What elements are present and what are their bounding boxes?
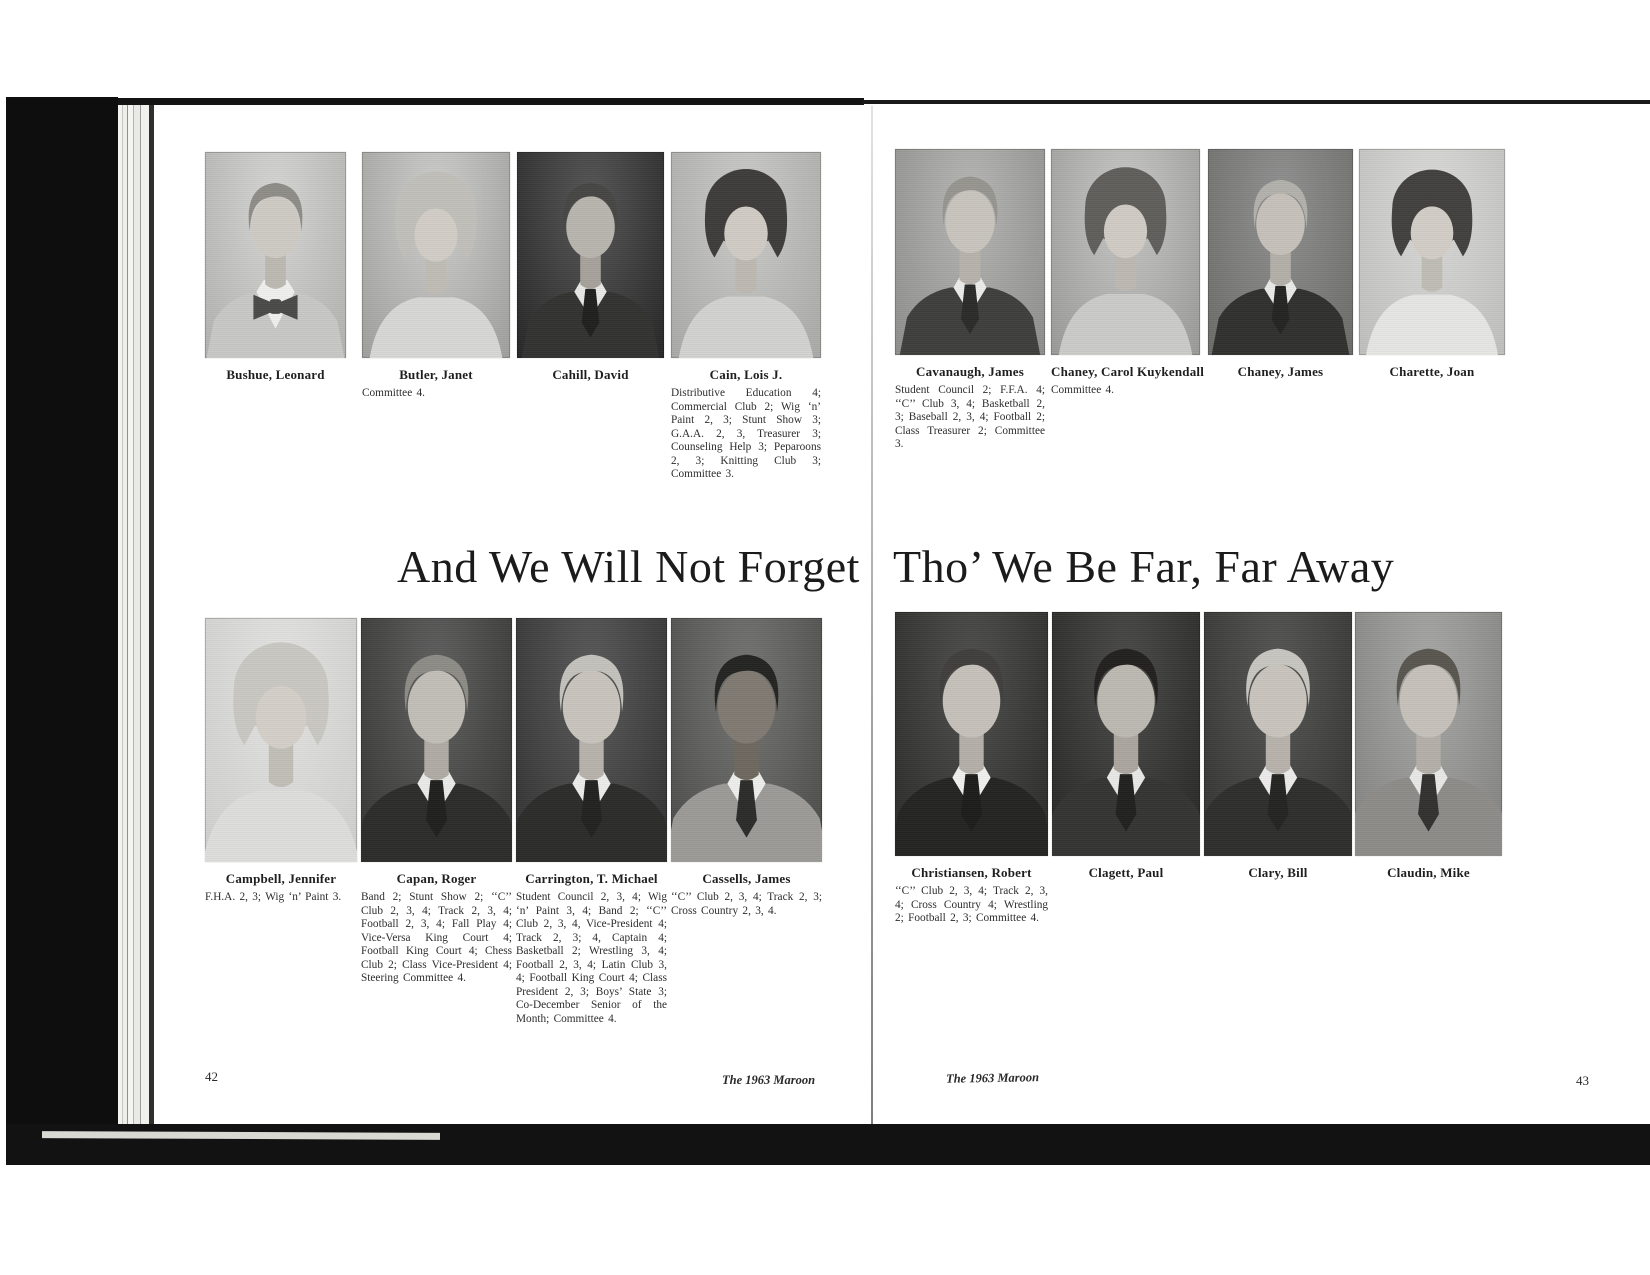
male-bowtie-portrait-icon [205,152,346,358]
male-portrait-icon [895,149,1045,355]
student-activities: ‘‘C’’ Club 2, 3, 4; Track 2, 3; Cross Country 2, 3, 4. [671,891,822,917]
portrait-photo [1051,149,1200,355]
portrait-cell [671,618,822,918]
portrait-cell [895,149,1045,452]
portrait-cell [895,612,1048,926]
portrait-cell [516,618,667,1026]
student-name: Clary, Bill [1248,865,1308,880]
portrait-cell [1204,612,1352,885]
portrait-photo [671,618,822,862]
portrait-photo [895,149,1045,355]
student-name: Charette, Joan [1389,364,1475,379]
portrait-cell [361,618,512,986]
portrait-photo [361,618,512,862]
portrait-photo [1208,149,1353,355]
portrait-photo [1359,149,1505,355]
portrait-cell [1051,149,1205,398]
student-name: Cassells, James [702,871,791,886]
student-name: Chaney, James [1237,364,1324,379]
portrait-cell [362,152,510,401]
portrait-photo [1204,612,1352,856]
portrait-photo [205,152,346,358]
student-activities: Student Council 2, 3, 4; Wig ‘n’ Paint 3, 4; Band 2; ‘‘C’’ Club 2, 3, 4, Vice-President 4; Track 2, 3; 4, Captain 4; Basketball 2; Wrestling 3, 4; Football 2, 3, 4; Latin Club 3, 4; Football King Court 4; Class President 2, 3; Boys’ State 3; Co-December Senior of the Month; Committee 4. [516,891,667,1025]
female-portrait-icon [671,152,821,358]
student-activities: Committee 4. [1051,384,1114,396]
portrait-cell [1355,612,1502,885]
footer-journal-left: The 1963 Maroon [722,1073,816,1087]
male-portrait-icon [361,618,512,862]
page-number-right: 43 [1576,1073,1589,1088]
student-activities: Committee 4. [362,387,425,399]
book-top-edge-right [862,100,1650,104]
female-portrait-icon [205,618,357,862]
portrait-cell [205,618,357,905]
student-name: Claudin, Mike [1387,865,1470,880]
student-name: Capan, Roger [396,871,477,886]
male-portrait-icon [895,612,1048,856]
book-backdrop-left-band [6,97,118,1163]
male-portrait-icon [1208,149,1353,355]
student-name: Butler, Janet [399,367,473,382]
book-spine-shadow [871,106,873,1124]
student-name: Carrington, T. Michael [525,871,658,886]
male-portrait-icon [516,618,667,862]
portrait-cell [1359,149,1505,384]
page-number-left: 42 [205,1069,218,1084]
footer-journal-right: The 1963 Maroon [945,1070,1040,1086]
male-portrait-icon [671,618,822,862]
portrait-cell [517,152,664,387]
portrait-cell [1208,149,1353,384]
portrait-photo [516,618,667,862]
female-portrait-icon [362,152,510,358]
student-name: Bushue, Leonard [226,367,325,382]
student-name: Christiansen, Robert [911,865,1032,880]
female-portrait-icon [1359,149,1505,355]
portrait-cell [671,152,821,482]
student-activities: Student Council 2; F.F.A. 4; ‘‘C’’ Club 3, 4; Basketball 2, 3; Baseball 2, 3, 4; Football 2; Class Treasurer 2; Committee 3. [895,384,1045,451]
portrait-photo [1052,612,1200,856]
portrait-photo [1355,612,1502,856]
student-activities: Distributive Education 4; Commercial Club 2; Wig ‘n’ Paint 2, 3; Stunt Show 3; G.A.A. 2, 3, Treasurer 3; Counseling Help 3; Peparoons 2, 3; Knitting Club 3; Committee 3. [671,387,821,481]
book-bottom-edge [6,1124,1650,1165]
portrait-cell [205,152,346,387]
page-edge-line [149,100,154,1128]
page-edges-texture [118,100,151,1128]
male-portrait-icon [1355,612,1502,856]
student-name: Campbell, Jennifer [225,871,337,886]
portrait-photo [362,152,510,358]
portrait-photo [517,152,664,358]
headline-left: And We Will Not Forget [397,541,860,592]
male-portrait-icon [1204,612,1352,856]
student-activities: F.H.A. 2, 3; Wig ‘n’ Paint 3. [205,891,342,903]
portrait-photo [671,152,821,358]
female-portrait-icon [1051,149,1200,355]
male-portrait-icon [1052,612,1200,856]
student-activities: ‘‘C’’ Club 2, 3, 4; Track 2, 3, 4; Cross Country 4; Wrestling 2; Football 2, 3; Committee 4. [895,885,1048,925]
student-name: Chaney, Carol Kuykendall [1051,364,1205,379]
portrait-cell [1052,612,1200,885]
book-top-edge-left [118,98,864,105]
portrait-photo [205,618,357,862]
student-activities: Band 2; Stunt Show 2; ‘‘C’’ Club 2, 3, 4; Track 2, 3, 4; Football 2, 3, 4; Fall Play 4; Vice-Versa King Court 4; Football King Court 4; Chess Club 2; Class Vice-President 4; Steering Committee 4. [361,891,512,985]
student-name: Clagett, Paul [1088,865,1164,880]
student-name: Cahill, David [552,367,629,382]
male-portrait-icon [517,152,664,358]
portrait-photo [895,612,1048,856]
student-name: Cavanaugh, James [916,364,1024,379]
headline-right: Tho’ We Be Far, Far Away [893,541,1395,592]
student-name: Cain, Lois J. [709,367,783,382]
